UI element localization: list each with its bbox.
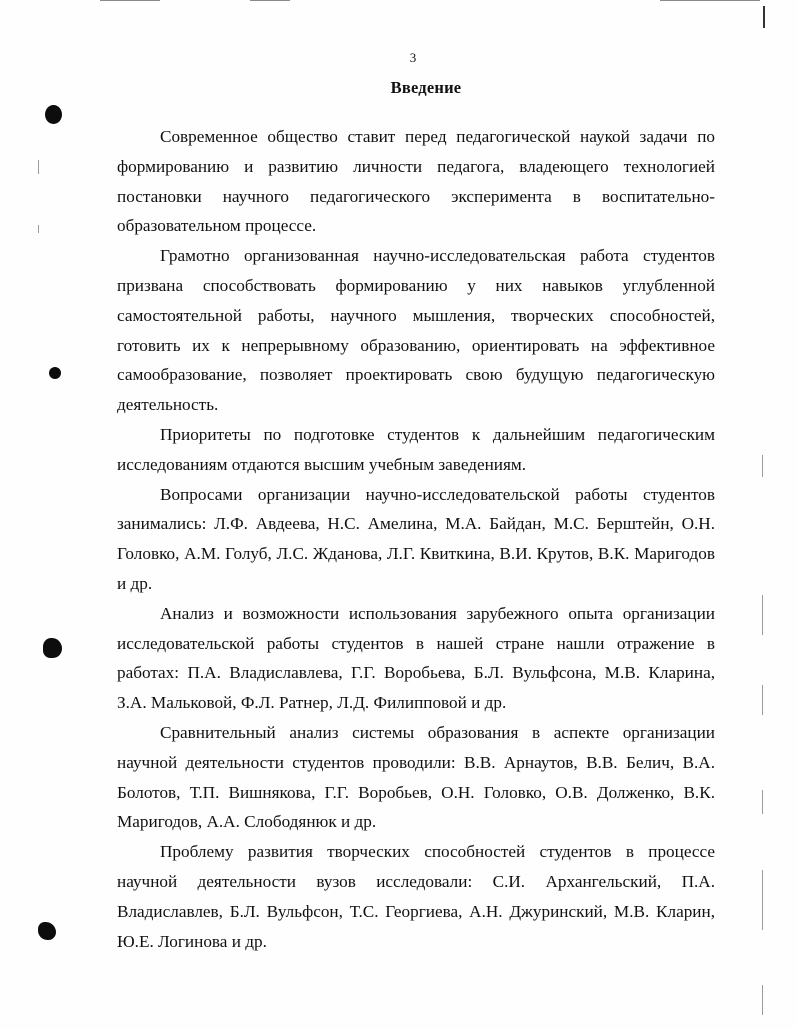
paragraph: Грамотно организованная научно-исследовательская работа студентов призвана способствовать формированию у них навыков углубленной самостоятельной работы, научного мышления, творческих способностей, готовить их к непрерывному образованию, ориентировать на эффективное самообразование, позволяет проектировать свою будущую педагогическую деятельность.	[117, 246, 715, 415]
scan-right-mark	[762, 790, 763, 814]
paragraph: Приоритеты по подготовке студентов к дальнейшим педагогическим исследованиям отдаются высшим учебным заведениям.	[117, 424, 715, 474]
binder-hole	[43, 638, 62, 658]
paragraph: Сравнительный анализ системы образования в аспекте организации научной деятельности студентов проводили: В.В. Арнаутов, В.В. Белич, В.А. Болотов, Т.П. Вишнякова, Г.Г. Воробьев, О.Н. Головко, О.В. Долженко, В.К. Маригодов, А.А. Слободянюк и др.	[117, 722, 715, 832]
scan-right-mark	[762, 985, 763, 1015]
scan-left-mark	[38, 160, 39, 174]
paragraph: Вопросами организации научно-исследовательской работы студентов занимались: Л.Ф. Авдеева, Н.С. Амелина, М.А. Байдан, М.С. Берштейн, О.Н. Головко, А.М. Голуб, Л.С. Жданова, Л.Г. Квиткина, В.И. Крутов, В.К. Маригодов и др.	[117, 484, 715, 593]
binder-hole	[45, 105, 62, 124]
paragraph: Современное общество ставит перед педагогической наукой задачи по формированию и развитию личности педагога, владеющего технологией постановки научного педагогического эксперимента в воспитательно-образовательном процессе.	[117, 127, 715, 236]
binder-hole	[49, 367, 61, 379]
scan-right-mark	[762, 685, 763, 715]
paragraph: Проблему развития творческих способностей студентов в процессе научной деятельности вузов исследовали: С.И. Архангельский, П.А. Владиславлев, Б.Л. Вульфсон, Т.С. Георгиева, А.Н. Джуринский, М.В. Кларин, Ю.Е. Логинова и др.	[117, 842, 715, 951]
page-number: 3	[409, 50, 417, 65]
scan-right-mark	[762, 455, 763, 477]
scan-top-edge	[250, 0, 290, 1]
scan-left-mark	[38, 225, 39, 233]
scan-right-edge	[763, 6, 765, 28]
scan-right-mark	[762, 870, 763, 930]
scan-right-mark	[762, 595, 763, 635]
paragraph: Анализ и возможности использования зарубежного опыта организации исследовательской работы студентов в нашей стране нашли отражение в работах: П.А. Владиславлева, Г.Г. Воробьева, Б.Л. Вульфсона, М.В. Кларина, З.А. Мальковой, Ф.Л. Ратнер, Л.Д. Филипповой и др.	[117, 603, 715, 713]
section-heading: Введение	[390, 78, 462, 97]
scan-top-edge	[100, 0, 160, 1]
binder-hole	[38, 922, 56, 940]
body-text	[117, 122, 715, 956]
scan-top-edge	[660, 0, 760, 1]
